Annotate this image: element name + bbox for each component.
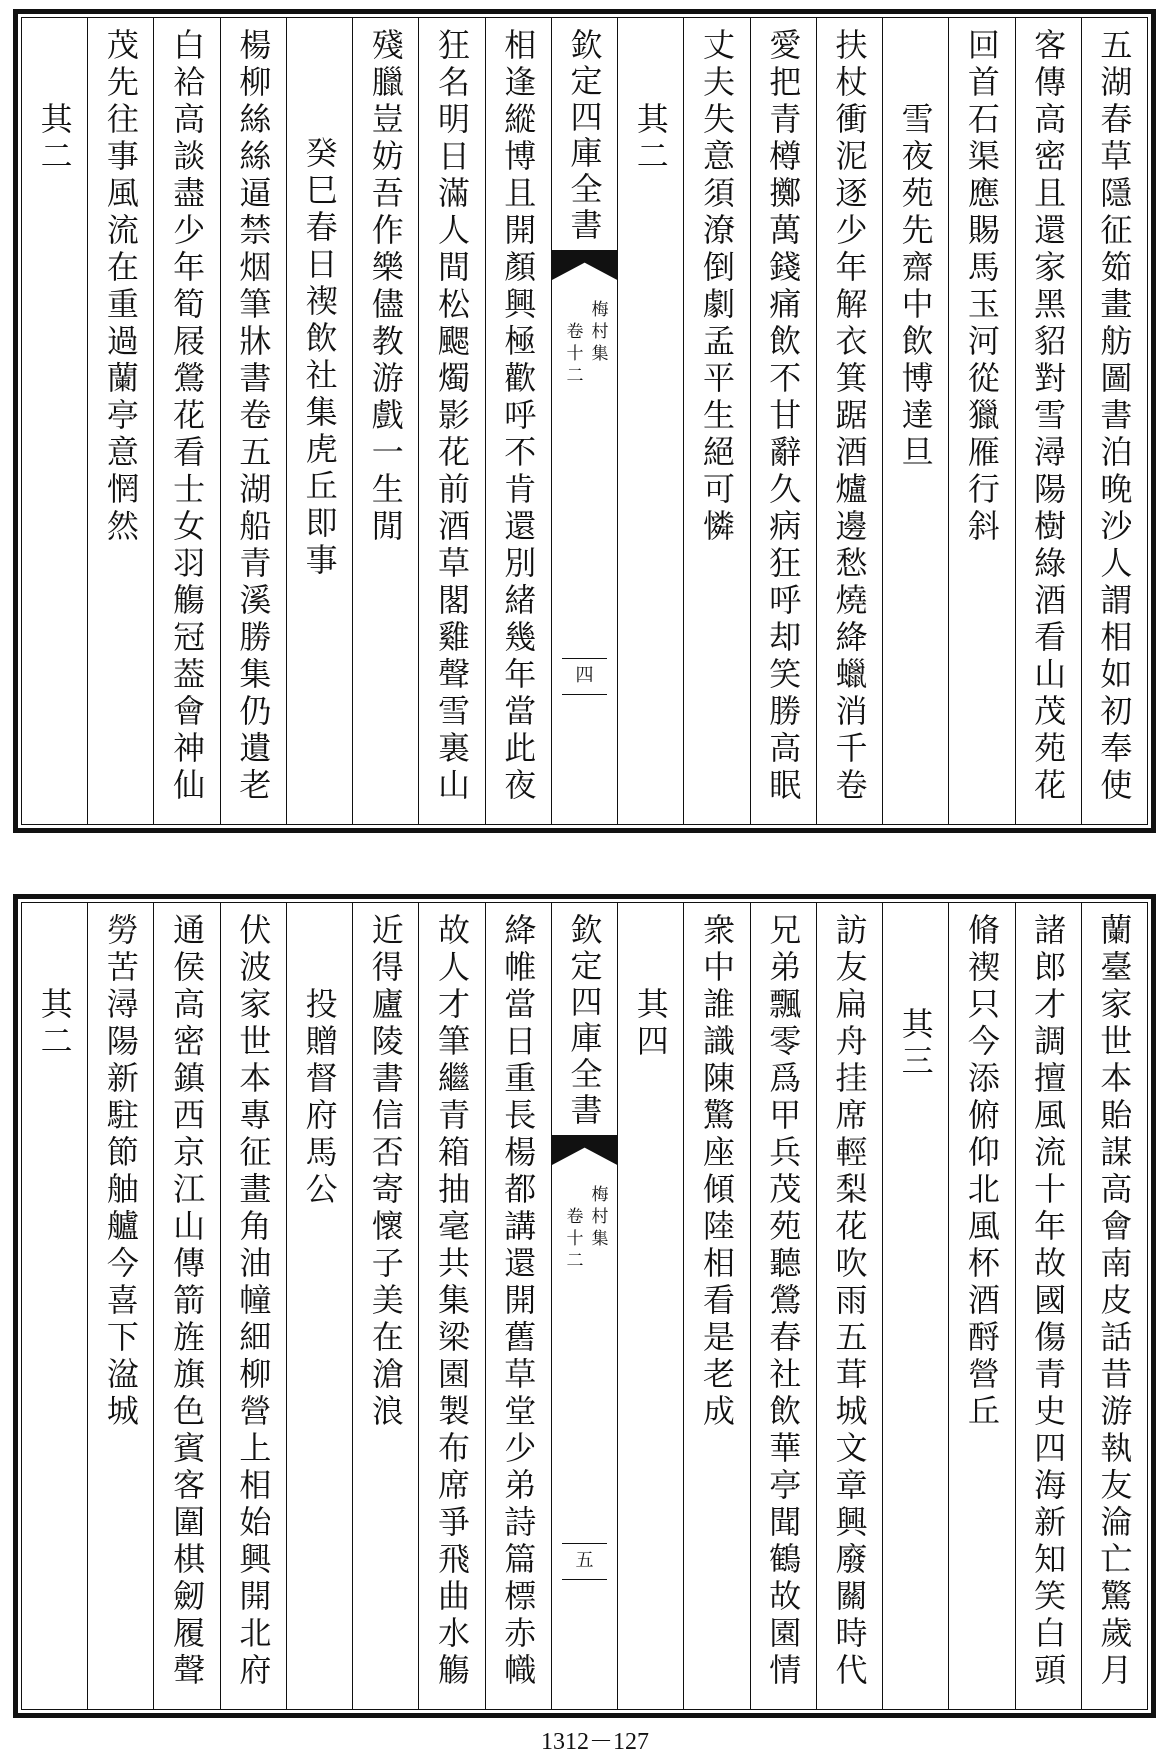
verse-column	[684, 903, 750, 1709]
column-grid	[22, 18, 1147, 824]
volume-number: 卷十二	[562, 322, 583, 388]
verse-column	[817, 18, 883, 824]
verse-column	[1016, 903, 1082, 1709]
verse-line: 故人才筆繼青箱抽毫共集梁園製布席爭飛曲水觴	[433, 913, 472, 1690]
collection-title: 欽定四庫全書	[565, 28, 604, 244]
verse-line: 丈夫失意須潦倒劇孟平生絕可憐	[697, 28, 736, 546]
verse-line: 回首石渠應賜馬玉河從獵雁行斜	[962, 28, 1001, 546]
poem-title: 雪夜苑先齋中飲博達旦	[896, 102, 935, 472]
verse-column	[221, 18, 287, 824]
verse-column	[154, 18, 220, 824]
poem-title-column	[22, 903, 88, 1709]
poem-title-column	[287, 18, 353, 824]
verse-line: 訪友扁舟挂席輕梨花吹雨五茸城文章興廢關時代	[830, 913, 869, 1690]
verse-line: 相逢縱博且開顏興極歡呼不肯還別緒幾年當此夜	[499, 28, 538, 805]
verse-line: 楊柳絲絲逼禁烟筆牀書卷五湖船青溪勝集仍遺老	[234, 28, 273, 805]
column-grid	[22, 903, 1147, 1709]
verse-column	[88, 903, 154, 1709]
verse-column	[486, 18, 552, 824]
book-volume-label	[552, 300, 617, 388]
inner-border	[21, 902, 1148, 1710]
inner-border	[21, 17, 1148, 825]
center-fold-column	[552, 18, 618, 824]
poem-title-column	[22, 18, 88, 824]
verse-line: 通侯高密鎮西京江山傳箭旌旗色賓客圍棋劒履聲	[168, 913, 207, 1690]
verse-line: 狂名明日滿人間松颸燭影花前酒草閣雞聲雪裏山	[433, 28, 472, 805]
verse-line: 客傳高密且還家黑貂對雪潯陽樹綠酒看山茂苑花	[1029, 28, 1068, 805]
collection-title: 欽定四庫全書	[565, 913, 604, 1129]
page-number-footer: 1312－127	[541, 1729, 649, 1755]
verse-column	[353, 18, 419, 824]
verse-column	[154, 903, 220, 1709]
verse-line: 諸郎才調擅風流十年故國傷青史四海新知笑白頭	[1029, 913, 1068, 1690]
book-title: 梅村集	[587, 300, 608, 366]
verse-line: 近得廬陵書信否寄懷子美在滄浪	[366, 913, 405, 1431]
verse-column	[486, 903, 552, 1709]
book-title: 梅村集	[587, 1185, 608, 1251]
poem-title-column	[618, 903, 684, 1709]
verse-line: 愛把青樽擲萬錢痛飲不甘辭久病狂呼却笑勝高眠	[764, 28, 803, 805]
fish-tail-mark	[552, 1135, 617, 1165]
top-page-frame	[13, 9, 1156, 833]
verse-line: 伏波家世本專征畫角油幢細柳營上相始興開北府	[234, 913, 273, 1690]
leaf-rule-bottom	[562, 1579, 607, 1580]
leaf-number: 四	[575, 665, 594, 686]
poem-title-column	[883, 18, 949, 824]
bottom-page-frame	[13, 894, 1156, 1718]
verse-column	[419, 903, 485, 1709]
poem-subtitle: 其二	[631, 102, 670, 176]
center-fold-column	[552, 903, 618, 1709]
poem-subtitle: 其四	[631, 987, 670, 1061]
verse-column	[353, 903, 419, 1709]
verse-column	[221, 903, 287, 1709]
verse-line: 衆中誰識陳驚座傾陸相看是老成	[697, 913, 736, 1431]
poem-subtitle: 其三	[896, 1007, 935, 1081]
leaf-number: 五	[575, 1550, 594, 1571]
poem-title-column	[883, 903, 949, 1709]
poem-title: 投贈督府馬公	[300, 987, 339, 1209]
verse-column	[88, 18, 154, 824]
verse-column	[684, 18, 750, 824]
verse-line: 絳帷當日重長楊都講還開舊草堂少弟詩篇標赤幟	[499, 913, 538, 1690]
poem-subtitle: 其二	[35, 102, 74, 176]
verse-line: 五湖春草隱征筎畫舫圖書泊晚沙人謂相如初奉使	[1095, 28, 1134, 805]
verse-line: 白袷高談盡少年筍屐鶯花看士女羽觴冠葢會神仙	[168, 28, 207, 805]
poem-title-column	[618, 18, 684, 824]
verse-line: 殘臘豈妨吾作樂儘教游戲一生閒	[366, 28, 405, 546]
verse-column	[1082, 903, 1147, 1709]
fish-tail-mark	[552, 250, 617, 280]
leaf-rule-top	[562, 1543, 607, 1544]
verse-line: 兄弟飄零爲甲兵茂苑聽鶯春社飲華亭聞鶴故園情	[764, 913, 803, 1690]
poem-title-column	[287, 903, 353, 1709]
verse-column	[949, 903, 1015, 1709]
book-volume-label	[552, 1185, 617, 1273]
poem-subtitle: 其二	[35, 987, 74, 1061]
verse-column	[1082, 18, 1147, 824]
leaf-rule-bottom	[562, 694, 607, 695]
verse-line: 勞苦潯陽新駐節舳艫今喜下湓城	[101, 913, 140, 1431]
verse-column	[817, 903, 883, 1709]
poem-title: 癸巳春日禊飲社集虎丘即事	[300, 136, 339, 580]
verse-line: 茂先往事風流在重過蘭亭意惘然	[101, 28, 140, 546]
verse-column	[751, 18, 817, 824]
leaf-rule-top	[562, 658, 607, 659]
verse-column	[949, 18, 1015, 824]
verse-column	[419, 18, 485, 824]
verse-line: 扶杖衝泥逐少年解衣箕踞酒爐邊愁燒絳蠟消千卷	[830, 28, 869, 805]
verse-line: 蘭臺家世本貽謀高會南皮話昔游執友淪亡驚歲月	[1095, 913, 1134, 1690]
verse-line: 脩禊只今添俯仰北風杯酒酹營丘	[962, 913, 1001, 1431]
verse-column	[751, 903, 817, 1709]
verse-column	[1016, 18, 1082, 824]
volume-number: 卷十二	[562, 1207, 583, 1273]
